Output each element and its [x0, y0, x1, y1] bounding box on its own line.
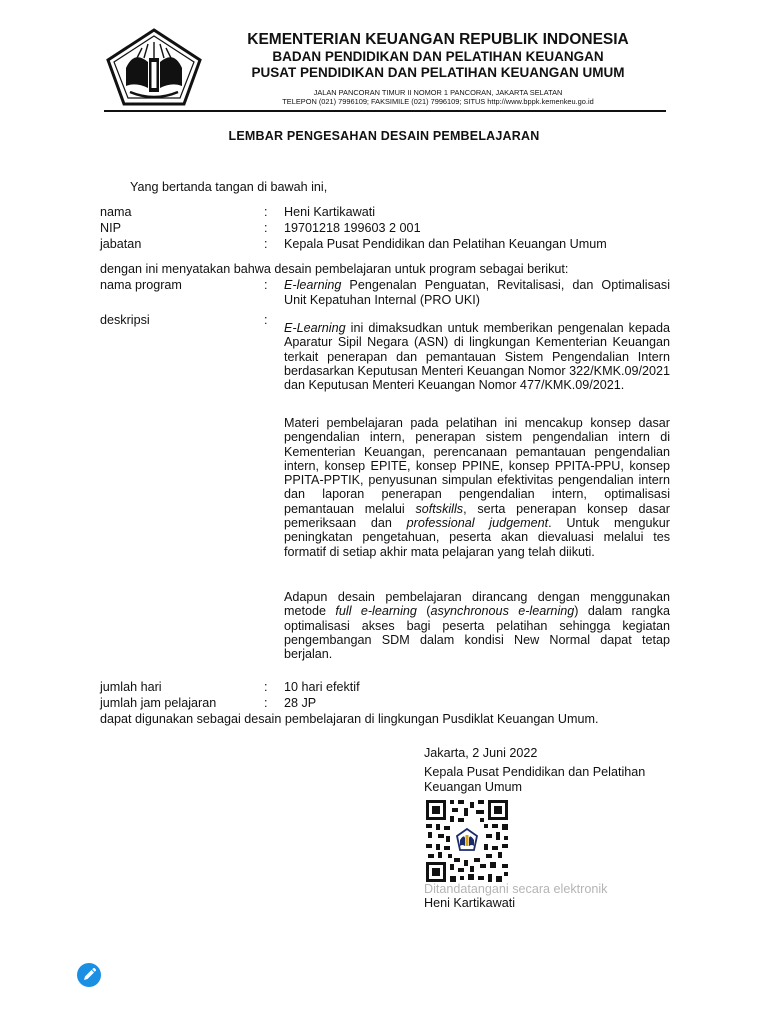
p3-text-a: Adapun desain pembelajaran dirancang dengan menggunakan metode: [284, 590, 670, 619]
kemenkeu-logo: [104, 28, 204, 108]
p2-text-a: Materi pembelajaran pada pelatihan ini mencakup konsep dasar pengendalian intern, penerapan sistem pengendalian intern di Kementerian Keuangan, perencanaan pemantauan pengendalian intern, konsep EPITE, konsep PPINE, konsep PPITA-PPU, konsep PPITA-PPTIK, penyusunan simpulan efektivitas pengendalian intern dan laporan penerapan pengendalian intern, optimalisasi pemantauan melalui: [284, 416, 670, 516]
description-paragraph-1: [284, 321, 670, 392]
closing-line: dapat digunakan sebagai desain pembelajaran di lingkungan Pusdiklat Keuangan Umum.: [100, 712, 599, 726]
p1-italic: E-Learning: [284, 321, 346, 335]
program-value-rest: Pengenalan Penguatan, Revitalisasi, dan Optimalisasi Unit Kepatuhan Internal (PRO UKI): [284, 278, 670, 307]
colon: :: [264, 313, 268, 327]
jp-value: 28 JP: [284, 696, 317, 710]
deskripsi-label: deskripsi: [100, 313, 150, 327]
description-paragraph-2: [284, 416, 670, 559]
jabatan-label: jabatan: [100, 237, 142, 251]
colon: :: [264, 278, 268, 292]
agency-name: BADAN PENDIDIKAN DAN PELATIHAN KEUANGAN: [272, 49, 604, 64]
signer-position-2: Keuangan Umum: [424, 780, 523, 794]
document-title: LEMBAR PENGESAHAN DESAIN PEMBELAJARAN: [228, 129, 540, 143]
nip-value: 19701218 199603 2 001: [284, 221, 421, 235]
p2-text-c: , serta penerapan konsep dasar pemeriksaan dan: [284, 501, 670, 531]
colon: :: [264, 221, 268, 235]
jp-label: jumlah jam pelajaran: [100, 696, 217, 710]
program-value-italic: E-learning: [284, 278, 342, 292]
p3-italic-async: asynchronous e-learning: [430, 604, 575, 619]
contact-line: TELEPON (021) 7996109; FAKSIMILE (021) 7996109; SITUS http://www.bppk.kemenkeu.go.id: [282, 97, 594, 106]
program-value: [284, 278, 670, 308]
place-date: Jakarta, 2 Juni 2022: [424, 746, 538, 760]
hari-label: jumlah hari: [100, 680, 162, 694]
ministry-name: KEMENTERIAN KEUANGAN REPUBLIK INDONESIA: [247, 31, 629, 48]
statement-line: dengan ini menyatakan bahwa desain pembelajaran untuk program sebagai berikut:: [100, 262, 569, 276]
edit-pencil-icon[interactable]: [77, 963, 101, 987]
letterhead-divider: [104, 110, 666, 112]
p1-text: ini dimaksudkan untuk memberikan pengenalan kepada Aparatur Sipil Negara (ASN) di lingkungan Kementerian Keuangan terkait penerapan dan pemantauan Sistem Pengendalian Intern berdasarkan Keputusan Menteri Keuangan Nomor 322/KMK.09/2021 dan Keputusan Menteri Keuangan Nomor 477/KMK.09/2021.: [284, 321, 670, 393]
p2-text-e: . Untuk mengukur peningkatan pengetahuan, peserta akan dievaluasi melalui tes formatif di setiap akhir mata pelajaran yang telah diikuti.: [284, 516, 670, 559]
program-label: nama program: [100, 278, 182, 292]
nama-label: nama: [100, 205, 132, 219]
p2-italic-judgement: professional judgement: [406, 516, 549, 531]
colon: :: [264, 696, 268, 710]
signer-name: Heni Kartikawati: [424, 896, 515, 910]
p2-italic-softskills: softskills: [415, 501, 464, 516]
nama-value: Heni Kartikawati: [284, 205, 375, 219]
address-line: JALAN PANCORAN TIMUR II NOMOR 1 PANCORAN, JAKARTA SELATAN: [313, 88, 563, 97]
description-paragraph-3: [284, 590, 670, 661]
hari-value: 10 hari efektif: [284, 680, 360, 694]
center-name: PUSAT PENDIDIKAN DAN PELATIHAN KEUANGAN UMUM: [251, 65, 625, 80]
colon: :: [264, 237, 268, 251]
esign-note: Ditandatangani secara elektronik: [424, 882, 608, 896]
opening-line: Yang bertanda tangan di bawah ini,: [130, 180, 328, 194]
colon: :: [264, 680, 268, 694]
colon: :: [264, 205, 268, 219]
p3-text-c: (: [416, 604, 431, 619]
nip-label: NIP: [100, 221, 121, 235]
jabatan-value: Kepala Pusat Pendidikan dan Pelatihan Keuangan Umum: [284, 237, 607, 251]
p3-italic-full: full e-learning: [335, 604, 417, 619]
qr-code-icon: [424, 798, 510, 884]
signer-position-1: Kepala Pusat Pendidikan dan Pelatihan: [424, 765, 646, 779]
p3-text-e: ) dalam rangka optimalisasi akses bagi peserta pelatihan sehingga kegiatan pengembangan SDM dalam kondisi New Normal dapat tetap berjalan.: [284, 604, 670, 662]
